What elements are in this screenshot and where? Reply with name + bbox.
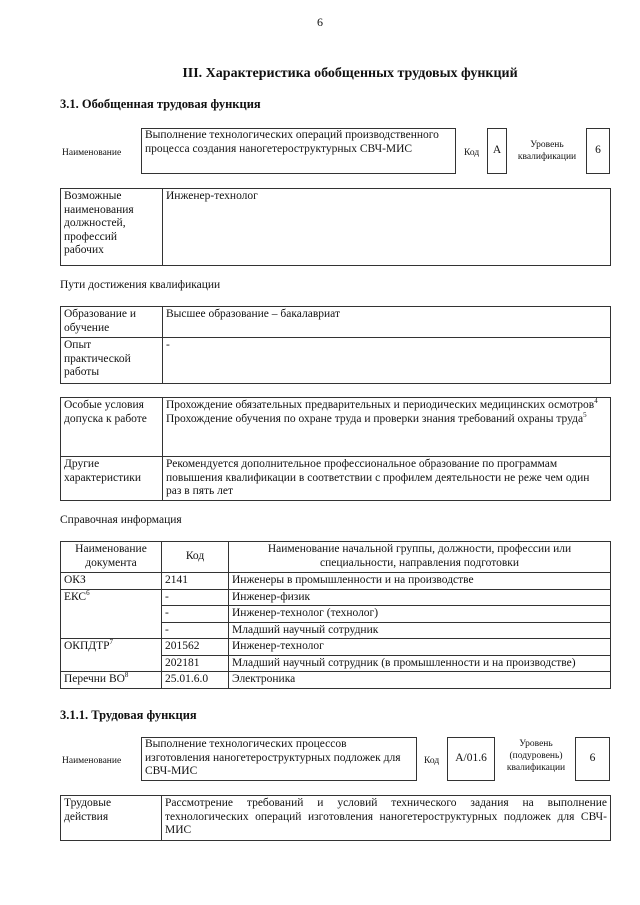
tf-heading: 3.1.1. Трудовая функция — [60, 708, 197, 722]
eks-code-2: - — [162, 606, 229, 623]
paths-table — [60, 306, 611, 384]
positions-label: Возможные наименования должностей, профессий рабочих — [61, 189, 163, 266]
conditions-table — [60, 397, 611, 501]
okpdtr-code-2: 202181 — [162, 655, 229, 672]
page-number: 6 — [317, 15, 323, 29]
table-row — [61, 589, 611, 606]
okz-name: Инженеры в промышленности и на производстве — [229, 573, 611, 590]
tf-code-label: Код — [424, 756, 440, 766]
gtf-code-value: А — [492, 144, 502, 156]
col-name-header: Наименование начальной группы, должности, профессии или специальности, направления подготовки — [229, 542, 611, 573]
gtf-heading: 3.1. Обобщенная трудовая функция — [60, 97, 261, 111]
gtf-code-label: Код — [464, 148, 480, 158]
gtf-level-label: Уровень квалификации — [517, 140, 577, 162]
okpdtr-label: ОКПДТР — [64, 640, 110, 652]
experience-label: Опыт практической работы — [61, 338, 163, 384]
table-row — [61, 573, 611, 590]
table-row — [61, 639, 611, 656]
special-line2-footnote: 5 — [583, 410, 587, 419]
eks-name-2: Инженер-технолог (технолог) — [229, 606, 611, 623]
positions-value: Инженер-технолог — [163, 189, 611, 266]
vo-label-cell — [61, 672, 162, 689]
col-code-header: Код — [162, 542, 229, 573]
tf-name-value: Выполнение технологических процессов изготовления наногетероструктурных подложек для СВЧ-МИС — [145, 738, 401, 777]
special-value — [163, 398, 611, 457]
reference-table — [60, 541, 611, 689]
gtf-level-value: 6 — [595, 144, 601, 156]
experience-value: - — [163, 338, 611, 384]
eks-code-3: - — [162, 622, 229, 639]
okz-code: 2141 — [162, 573, 229, 590]
actions-table — [60, 795, 611, 841]
gtf-code-box — [487, 128, 507, 174]
vo-code: 25.01.6.0 — [162, 672, 229, 689]
section-title: III. Характеристика обобщенных трудовых функций — [182, 66, 518, 81]
paths-heading: Пути достижения квалификации — [60, 279, 221, 291]
positions-table — [60, 188, 611, 266]
okpdtr-label-cell — [61, 639, 162, 672]
eks-code-1: - — [162, 589, 229, 606]
actions-value: Рассмотрение требований и условий технического задания на выполнение технологических операций изготовления наногетероструктурных подложек для СВЧ-МИС — [162, 796, 611, 841]
special-line1-footnote: 4 — [594, 397, 598, 406]
vo-footnote: 8 — [124, 671, 129, 680]
tf-name-label: Наименование — [62, 756, 122, 766]
gtf-name-value: Выполнение технологических операций производственного процесса создания наногетероструктурных СВЧ-МИС — [145, 129, 439, 155]
vo-label: Перечни ВО — [64, 673, 125, 685]
other-label: Другие характеристики — [61, 457, 163, 501]
special-line2: Прохождение обучения по охране труда и проверки знания требований охраны труда — [166, 412, 584, 425]
table-row — [61, 672, 611, 689]
eks-label: ЕКС — [64, 590, 87, 603]
okz-label: ОКЗ — [61, 573, 162, 590]
tf-code-value: А/01.6 — [455, 752, 487, 764]
okpdtr-name-2: Младший научный сотрудник (в промышленности и на производстве) — [229, 655, 611, 672]
reference-heading: Справочная информация — [60, 514, 182, 526]
reference-header-row — [61, 542, 611, 573]
tf-level-label: Уровень (подуровень) квалификации — [506, 739, 566, 773]
education-value: Высшее образование – бакалавриат — [163, 307, 611, 338]
col-doc-header: Наименование документа — [61, 542, 162, 573]
tf-level-box — [575, 737, 610, 781]
okpdtr-name-1: Инженер-технолог — [229, 639, 611, 656]
okpdtr-code-1: 201562 — [162, 639, 229, 656]
vo-name: Электроника — [229, 672, 611, 689]
education-label: Образование и обучение — [61, 307, 163, 338]
tf-code-box — [447, 737, 495, 781]
eks-name-3: Младший научный сотрудник — [229, 622, 611, 639]
tf-level-value: 6 — [589, 752, 596, 764]
other-value: Рекомендуется дополнительное профессиональное образование по программам повышения квалификации в соответствии с профилем деятельности не реже чем один раз в пять лет — [163, 457, 611, 501]
okpdtr-footnote: 7 — [109, 638, 114, 647]
gtf-name-label: Наименование — [62, 148, 122, 158]
eks-footnote: 6 — [86, 588, 90, 597]
tf-name-box — [141, 737, 417, 781]
eks-label-cell — [61, 589, 162, 639]
gtf-level-box — [586, 128, 610, 174]
eks-name-1: Инженер-физик — [229, 589, 611, 606]
gtf-name-box — [141, 128, 456, 174]
special-label: Особые условия допуска к работе — [61, 398, 163, 457]
special-line1: Прохождение обязательных предварительных и периодических медицинских осмотров — [166, 399, 595, 411]
actions-label: Трудовые действия — [61, 796, 162, 841]
